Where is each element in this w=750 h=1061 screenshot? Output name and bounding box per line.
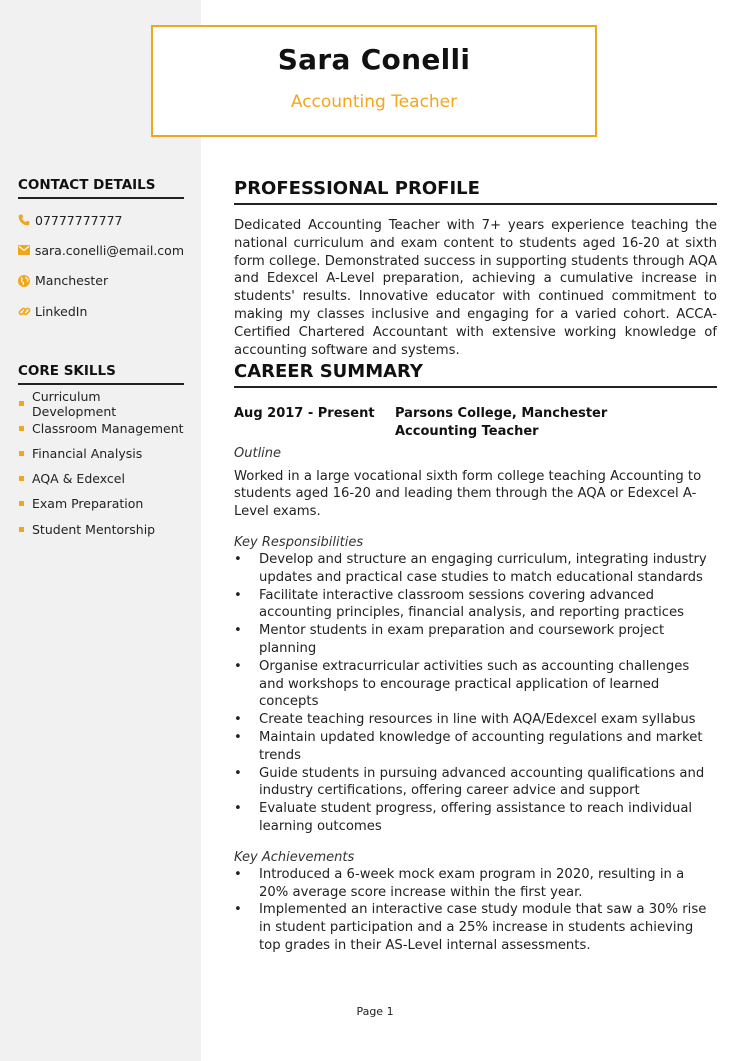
bullet-icon: • [234,623,242,639]
profile-text: Dedicated Accounting Teacher with 7+ years experience teaching the national curriculum and exam content to students aged 16-20 at sixth form college. Demonstrated success in supporting students through AQA and Edexcel A-Level preparation, achieving a cumulative increase in students' results. Innovative educator with continued commitment to making my classes inclusive and engaging for a varied cohort. ACCA-Certified Chartered Accountant with extensive working knowledge of accounting software and systems. [234,218,717,358]
outline-label: Outline [234,445,282,461]
contact-section [18,177,184,326]
contact-phone [18,205,184,235]
contact-email[interactable] [18,235,184,265]
globe-icon [18,275,35,287]
name-header-box [151,25,597,137]
job-header [234,405,717,441]
skill-item: Exam Preparation [18,491,184,516]
job-role: Accounting Teacher [395,423,539,439]
list-item: • Evaluate student progress, offering assistance to reach individual learning outcomes [234,801,693,834]
job-entry [234,405,717,955]
bullet-square-icon [19,501,24,506]
career-heading: CAREER SUMMARY [234,361,717,388]
responsibilities-list [234,551,717,836]
job-employer: Parsons College, Manchester [395,406,608,421]
achievements-label: Key Achievements [234,849,355,865]
skill-item: Classroom Management [18,416,184,441]
outline-text: Worked in a large vocational sixth form college teaching Accounting to students aged 16-20 and leading them through the AQA or Edexcel A-Level exams. [234,468,702,520]
page-number: Page 1 [356,1005,394,1018]
list-item: • Organise extracurricular activities such as accounting challenges and workshops to encourage practical application of learned concepts [234,658,690,710]
bullet-square-icon [19,476,24,481]
skill-item: Student Mentorship [18,516,184,541]
list-item: • Develop and structure an engaging curriculum, integrating industry updates and practical case studies to match educational standards [234,551,707,585]
bullet-square-icon [19,426,24,431]
bullet-icon: • [234,902,242,918]
contact-linkedin-text: LinkedIn [35,303,88,319]
list-item: • Mentor students in exam preparation and coursework project planning [234,623,665,656]
achievements-list [234,866,717,955]
responsibilities-label: Key Responsibilities [234,534,364,550]
contact-heading: CONTACT DETAILS [18,177,184,199]
skill-item: Curriculum Development [18,391,184,416]
list-item: • Create teaching resources in line with AQA/Edexcel exam syllabus [234,712,696,728]
contact-location [18,266,184,296]
candidate-title: Accounting Teacher [290,92,458,112]
profile-heading: PROFESSIONAL PROFILE [234,178,717,205]
list-item: • Maintain updated knowledge of accounting regulations and market trends [234,729,703,763]
bullet-square-icon [19,527,24,532]
email-icon [18,245,35,255]
profile-section [234,178,717,359]
job-dates: Aug 2017 - Present [234,406,375,421]
bullet-square-icon [19,401,24,406]
contact-email-text: sara.conelli@email.com [34,242,184,258]
bullet-icon: • [234,587,242,603]
bullet-icon: • [234,551,242,567]
bullet-icon: • [234,801,242,817]
contact-location-text: Manchester [35,273,109,289]
contact-phone-text: 07777777777 [35,212,123,228]
skills-section [18,363,184,542]
career-section [234,361,717,955]
bullet-icon: • [234,729,242,745]
list-item: • Facilitate interactive classroom sessions covering advanced accounting principles, financial analysis, and reporting practices [234,587,685,621]
bullet-icon: • [234,765,242,781]
contact-linkedin[interactable] [18,296,184,326]
list-item: • Guide students in pursuing advanced accounting qualifications and industry certifications, offering career advice and support [234,765,705,799]
link-icon [18,305,35,318]
candidate-name: Sara Conelli [277,43,471,76]
bullet-square-icon [19,451,24,456]
list-item: • Introduced a 6-week mock exam program in 2020, resulting in a 20% average score increase within the first year. [234,866,685,900]
skill-item: Financial Analysis [18,441,184,466]
bullet-icon: • [234,658,242,674]
skills-heading: CORE SKILLS [18,363,184,385]
bullet-icon: • [234,866,242,882]
list-item: • Implemented an interactive case study module that saw a 30% rise in student participation and a 25% increase in students achieving top grades in their AS-Level internal assessments. [234,902,707,953]
bullet-icon: • [234,712,242,728]
skill-item: AQA & Edexcel [18,466,184,491]
phone-icon [18,214,35,226]
